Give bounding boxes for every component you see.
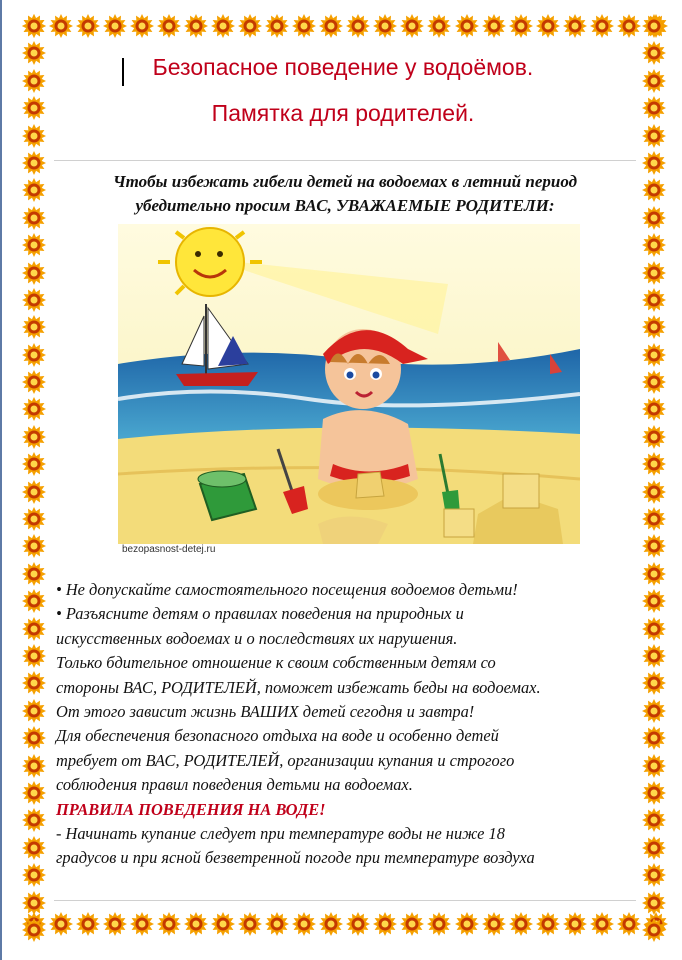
border-sun-icon xyxy=(642,178,666,202)
border-sun-icon xyxy=(265,14,289,38)
intro-paragraph[interactable] xyxy=(54,170,636,218)
border-sun-icon xyxy=(22,699,46,723)
body-line: искусственных водоемах и о последствиях их нарушения. xyxy=(56,628,458,648)
body-text[interactable] xyxy=(56,578,641,871)
border-sun-icon xyxy=(22,452,46,476)
border-sun-icon xyxy=(642,808,666,832)
border-sun-icon xyxy=(22,14,46,38)
border-sun-icon xyxy=(455,912,479,936)
border-sun-icon xyxy=(211,912,235,936)
rules-line: - Начинать купание следует при температуре воды не ниже 18 xyxy=(56,824,505,844)
border-sun-icon xyxy=(238,14,262,38)
body-line: От этого зависит жизнь ВАШИХ детей сегодня и завтра! xyxy=(56,702,475,722)
border-sun-icon xyxy=(642,233,666,257)
border-sun-icon xyxy=(22,754,46,778)
document-subtitle[interactable]: Памятка для родителей. xyxy=(211,100,475,126)
border-sun-icon xyxy=(22,808,46,832)
border-sun-icon xyxy=(642,315,666,339)
border-sun-icon xyxy=(642,507,666,531)
border-sun-icon xyxy=(509,14,533,38)
border-sun-icon xyxy=(22,315,46,339)
body-line: • Разъясните детям о правилах поведения на природных и xyxy=(56,604,464,624)
border-sun-icon xyxy=(157,912,181,936)
border-sun-icon xyxy=(22,891,46,915)
border-sun-icon xyxy=(617,912,641,936)
border-sun-icon xyxy=(642,397,666,421)
border-sun-icon xyxy=(642,343,666,367)
sun-border-right xyxy=(642,14,670,942)
border-sun-icon xyxy=(130,14,154,38)
border-sun-icon xyxy=(22,151,46,175)
child-on-beach-illustration xyxy=(118,224,580,544)
border-sun-icon xyxy=(536,14,560,38)
rules-line: градусов и при ясной безветренной погоде при температуре воздуха xyxy=(56,848,535,868)
border-sun-icon xyxy=(184,912,208,936)
border-sun-icon xyxy=(49,912,73,936)
border-sun-icon xyxy=(642,863,666,887)
border-sun-icon xyxy=(211,14,235,38)
border-sun-icon xyxy=(536,912,560,936)
border-sun-icon xyxy=(590,912,614,936)
border-sun-icon xyxy=(103,912,127,936)
sun-border-left xyxy=(22,14,50,942)
border-sun-icon xyxy=(22,233,46,257)
border-sun-icon xyxy=(642,452,666,476)
border-sun-icon xyxy=(22,288,46,312)
border-sun-icon xyxy=(642,781,666,805)
border-sun-icon xyxy=(642,589,666,613)
border-sun-icon xyxy=(22,124,46,148)
border-sun-icon xyxy=(563,14,587,38)
border-sun-icon xyxy=(346,14,370,38)
border-sun-icon xyxy=(22,261,46,285)
border-sun-icon xyxy=(22,863,46,887)
border-sun-icon xyxy=(642,534,666,558)
border-sun-icon xyxy=(617,14,641,38)
border-sun-icon xyxy=(642,891,666,915)
border-sun-icon xyxy=(642,754,666,778)
border-sun-icon xyxy=(400,14,424,38)
border-sun-icon xyxy=(642,288,666,312)
border-sun-icon xyxy=(22,781,46,805)
border-sun-icon xyxy=(642,151,666,175)
border-sun-icon xyxy=(642,617,666,641)
border-sun-icon xyxy=(642,370,666,394)
border-sun-icon xyxy=(265,912,289,936)
border-sun-icon xyxy=(482,912,506,936)
border-sun-icon xyxy=(184,14,208,38)
intro-line: Чтобы избежать гибели детей на водоемах в летний период xyxy=(112,172,578,191)
body-line: требует от ВАС, РОДИТЕЛЕЙ, организации купания и строгого xyxy=(56,750,515,770)
border-sun-icon xyxy=(482,14,506,38)
border-sun-icon xyxy=(642,124,666,148)
document-title[interactable]: Безопасное поведение у водоёмов. xyxy=(152,54,534,80)
border-sun-icon xyxy=(563,912,587,936)
border-sun-icon xyxy=(22,480,46,504)
border-sun-icon xyxy=(22,425,46,449)
body-line: соблюдения правил поведения детьми на водоемах. xyxy=(56,775,413,795)
border-sun-icon xyxy=(455,14,479,38)
body-line: стороны ВАС, РОДИТЕЛЕЙ, поможет избежать беды на водоемах. xyxy=(56,677,541,697)
border-sun-icon xyxy=(642,261,666,285)
border-sun-icon xyxy=(319,14,343,38)
border-sun-icon xyxy=(319,912,343,936)
border-sun-icon xyxy=(76,14,100,38)
divider-bottom xyxy=(54,900,636,901)
border-sun-icon xyxy=(642,14,666,38)
border-sun-icon xyxy=(642,644,666,668)
border-sun-icon xyxy=(642,562,666,586)
border-sun-icon xyxy=(427,14,451,38)
body-line: Только бдительное отношение к своим собственным детям со xyxy=(56,653,496,673)
image-caption: bezopasnost-detej.ru xyxy=(122,544,216,555)
border-sun-icon xyxy=(22,644,46,668)
border-sun-icon xyxy=(103,14,127,38)
rules-heading: ПРАВИЛА ПОВЕДЕНИЯ НА ВОДЕ! xyxy=(56,799,326,819)
border-sun-icon xyxy=(22,918,46,942)
border-sun-icon xyxy=(22,397,46,421)
border-sun-icon xyxy=(76,912,100,936)
border-sun-icon xyxy=(642,918,666,942)
border-sun-icon xyxy=(22,178,46,202)
sun-border-top xyxy=(22,14,668,44)
border-sun-icon xyxy=(373,912,397,936)
border-sun-icon xyxy=(373,14,397,38)
border-sun-icon xyxy=(427,912,451,936)
border-sun-icon xyxy=(22,507,46,531)
border-sun-icon xyxy=(238,912,262,936)
border-sun-icon xyxy=(642,671,666,695)
border-sun-icon xyxy=(292,912,316,936)
border-sun-icon xyxy=(590,14,614,38)
border-sun-icon xyxy=(49,14,73,38)
border-sun-icon xyxy=(22,671,46,695)
border-sun-icon xyxy=(642,836,666,860)
border-sun-icon xyxy=(292,14,316,38)
border-sun-icon xyxy=(22,836,46,860)
border-sun-icon xyxy=(346,912,370,936)
border-sun-icon xyxy=(130,912,154,936)
border-sun-icon xyxy=(400,912,424,936)
border-sun-icon xyxy=(22,206,46,230)
body-line: • Не допускайте самостоятельного посещения водоемов детьми! xyxy=(56,580,518,599)
divider-top xyxy=(54,160,636,161)
border-sun-icon xyxy=(157,14,181,38)
intro-line: убедительно просим ВАС, УВАЖАЕМЫЕ РОДИТЕЛИ: xyxy=(135,196,555,215)
sun-border-bottom xyxy=(22,912,668,942)
border-sun-icon xyxy=(509,912,533,936)
border-sun-icon xyxy=(642,726,666,750)
border-sun-icon xyxy=(642,480,666,504)
border-sun-icon xyxy=(22,726,46,750)
border-sun-icon xyxy=(642,699,666,723)
border-sun-icon xyxy=(22,370,46,394)
border-sun-icon xyxy=(22,589,46,613)
border-sun-icon xyxy=(22,534,46,558)
body-line: Для обеспечения безопасного отдыха на воде и особенно детей xyxy=(56,726,499,746)
border-sun-icon xyxy=(22,343,46,367)
border-sun-icon xyxy=(22,617,46,641)
border-sun-icon xyxy=(642,425,666,449)
border-sun-icon xyxy=(22,562,46,586)
border-sun-icon xyxy=(642,206,666,230)
